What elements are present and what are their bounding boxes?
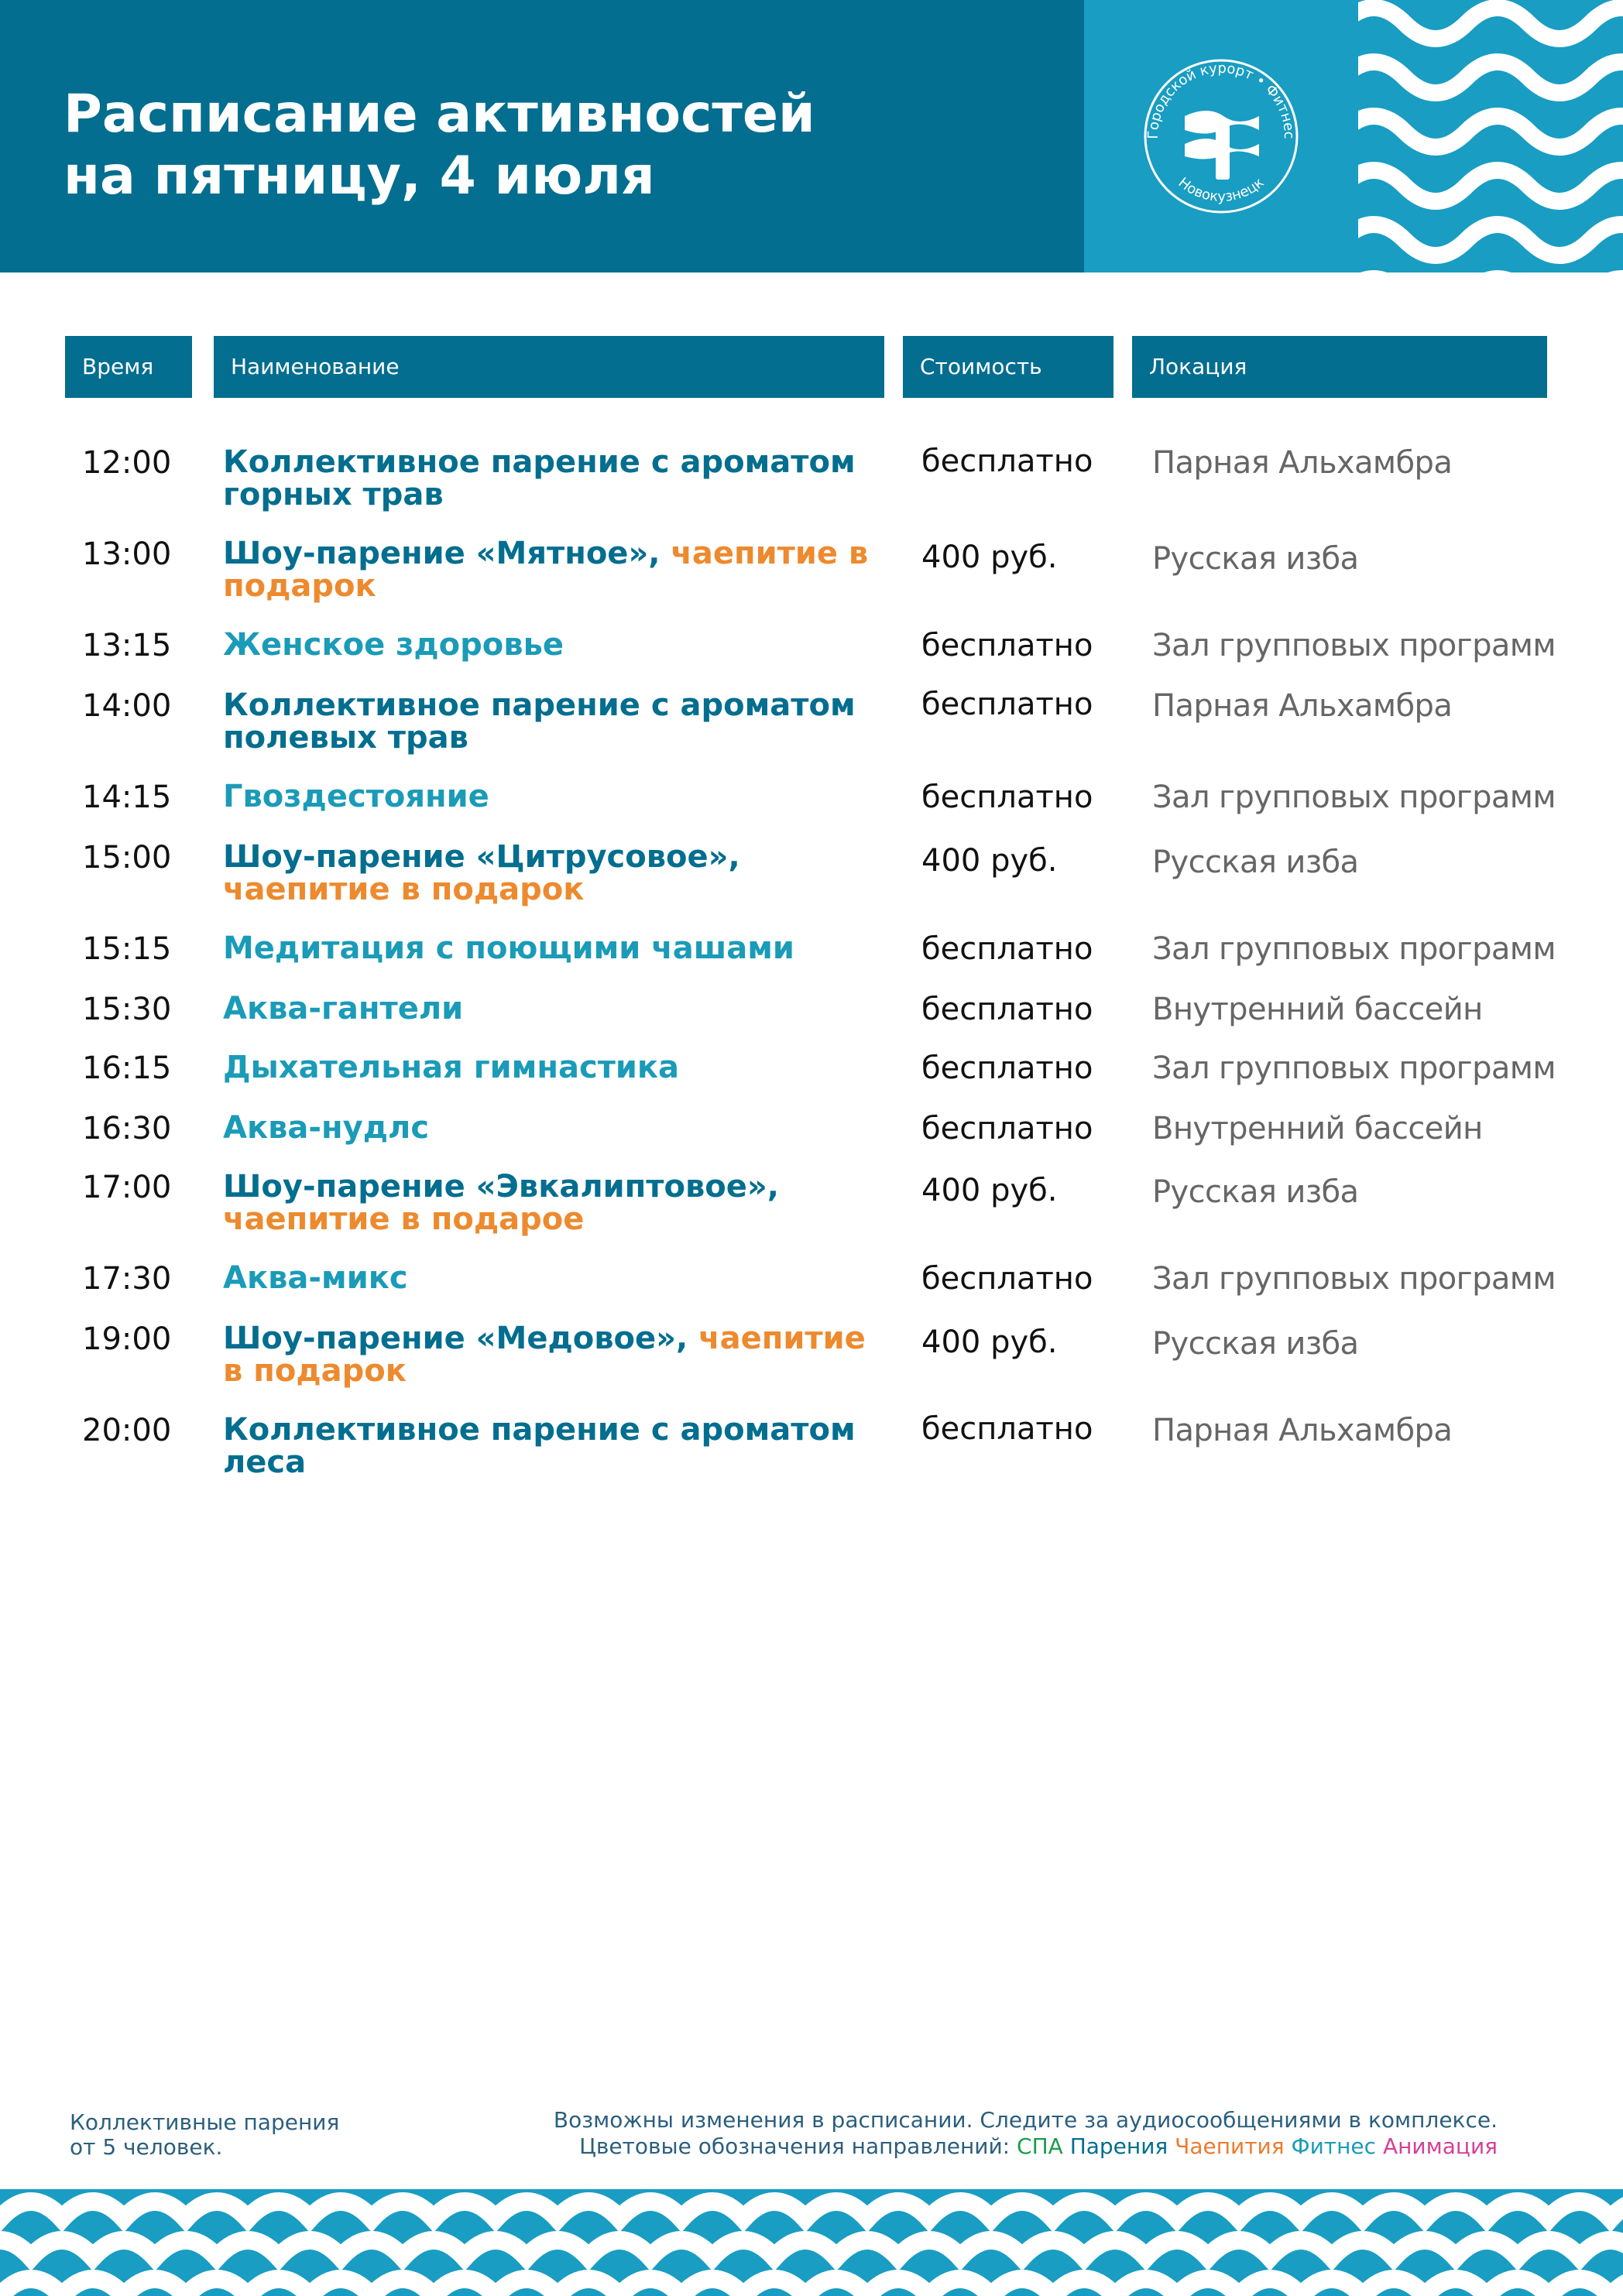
- logo-ring-text-bottom: Новокузнецк: [1175, 174, 1268, 205]
- row-name: [223, 1051, 889, 1084]
- logo: [1084, 0, 1358, 272]
- row-time: 15:30: [82, 992, 172, 1027]
- color-legend: [554, 2133, 1498, 2160]
- row-name: [223, 1414, 889, 1479]
- wave-pattern-top: [1358, 0, 1623, 272]
- activity-bonus: чаепитие в подарое: [223, 1201, 585, 1237]
- activity-name: Гвоздестояние: [223, 779, 489, 814]
- row-location: Русская изба: [1152, 845, 1359, 880]
- activity-name: Коллективное парение с ароматом горных трав: [223, 444, 856, 512]
- row-time: 15:15: [82, 931, 172, 967]
- row-time: 13:00: [82, 536, 172, 572]
- row-location: Зал групповых программ: [1152, 931, 1556, 967]
- activity-name: Шоу-парение «Мятное»,: [223, 536, 661, 571]
- row-location: Русская изба: [1152, 1326, 1359, 1362]
- activity-name: Дыхательная гимнастика: [223, 1050, 680, 1085]
- row-name: [223, 1322, 889, 1387]
- activity-bonus: чаепитие в подарок: [223, 872, 585, 907]
- activity-name: Аква-нудлс: [223, 1110, 430, 1146]
- activity-name: Аква-микс: [223, 1260, 408, 1296]
- row-time: 20:00: [82, 1413, 172, 1448]
- row-time: 13:15: [82, 628, 172, 663]
- row-location: Зал групповых программ: [1152, 1050, 1556, 1086]
- row-cost: бесплатно: [921, 1261, 1093, 1297]
- row-cost: бесплатно: [921, 992, 1093, 1027]
- row-name: [223, 780, 889, 813]
- row-cost: бесплатно: [921, 780, 1093, 815]
- header-name: Наименование: [214, 336, 884, 398]
- row-time: 17:30: [82, 1261, 172, 1297]
- page-title: [63, 84, 815, 207]
- row-time: 14:15: [82, 780, 172, 815]
- row-time: 17:00: [82, 1170, 172, 1205]
- activity-bonus: чаепитие в подарок: [223, 536, 869, 604]
- row-location: Зал групповых программ: [1152, 780, 1556, 815]
- row-time: 12:00: [82, 445, 172, 481]
- note-line-1: Коллективные парения: [70, 2109, 340, 2135]
- logo-mark-icon: [1084, 0, 1358, 272]
- row-time: 16:30: [82, 1111, 172, 1146]
- activity-name: Шоу-парение «Цитрусовое»,: [223, 839, 740, 875]
- row-cost: 400 руб.: [921, 540, 1058, 575]
- header-cost: Стоимость: [903, 336, 1113, 398]
- row-name: [223, 932, 889, 965]
- logo-ring-text-top: Городской курорт • Фитнес: [1144, 60, 1298, 139]
- row-cost: 400 руб.: [921, 1173, 1058, 1208]
- row-name: [223, 1170, 889, 1235]
- wave-pattern-icon: [1358, 0, 1623, 272]
- legend-tea: Чаепития: [1175, 2133, 1285, 2159]
- row-name: [223, 1262, 889, 1294]
- activity-name: Аква-гантели: [223, 991, 464, 1026]
- row-cost: 400 руб.: [921, 843, 1058, 879]
- activity-name: Шоу-парение «Эвкалиптовое»,: [223, 1169, 779, 1205]
- row-location: Зал групповых программ: [1152, 628, 1556, 663]
- row-cost: бесплатно: [921, 628, 1093, 663]
- activity-name: Женское здоровье: [223, 627, 564, 663]
- legend-prefix: Цветовые обозначения направлений:: [579, 2133, 1011, 2159]
- row-name: [223, 537, 889, 602]
- activity-bonus: чаепитие в подарок: [223, 1321, 866, 1389]
- header-banner: [0, 0, 1084, 272]
- wave-pattern-bottom: [0, 2189, 1623, 2296]
- row-location: Русская изба: [1152, 541, 1359, 577]
- activity-name: Коллективное парение с ароматом леса: [223, 1412, 856, 1480]
- row-name: [223, 446, 889, 511]
- footer-notes: [554, 2107, 1498, 2160]
- row-name: [223, 841, 889, 906]
- row-name: [223, 992, 889, 1025]
- row-cost: 400 руб.: [921, 1324, 1058, 1360]
- row-location: Парная Альхамбра: [1152, 445, 1453, 481]
- row-name: [223, 1112, 889, 1144]
- row-cost: бесплатно: [921, 1050, 1093, 1086]
- activity-name: Коллективное парение с ароматом полевых трав: [223, 687, 856, 756]
- legend-spa: СПА: [1017, 2133, 1063, 2159]
- row-cost: бесплатно: [921, 687, 1093, 722]
- title-line-1: Расписание активностей: [63, 84, 815, 145]
- legend-parenie: Парения: [1069, 2133, 1168, 2159]
- row-location: Русская изба: [1152, 1174, 1359, 1210]
- title-line-2: на пятницу, 4 июля: [63, 146, 655, 207]
- row-cost: бесплатно: [921, 931, 1093, 967]
- legend-fitness: Фитнес: [1291, 2133, 1377, 2159]
- row-cost: бесплатно: [921, 444, 1093, 479]
- row-location: Внутренний бассейн: [1152, 992, 1483, 1027]
- header-time: Время: [65, 336, 192, 398]
- note-line-2: от 5 человек.: [70, 2134, 223, 2160]
- wave-pattern-icon: [0, 2189, 1623, 2296]
- row-location: Парная Альхамбра: [1152, 688, 1453, 724]
- row-location: Зал групповых программ: [1152, 1261, 1556, 1297]
- row-cost: бесплатно: [921, 1411, 1093, 1447]
- row-location: Парная Альхамбра: [1152, 1413, 1453, 1448]
- row-time: 14:00: [82, 688, 172, 724]
- legend-animation: Анимация: [1382, 2133, 1498, 2159]
- row-cost: бесплатно: [921, 1111, 1093, 1146]
- row-name: [223, 629, 889, 661]
- row-time: 19:00: [82, 1321, 172, 1357]
- row-name: [223, 689, 889, 754]
- activity-name: Медитация с поющими чашами: [223, 930, 794, 966]
- row-location: Внутренний бассейн: [1152, 1111, 1483, 1146]
- row-time: 15:00: [82, 840, 172, 876]
- row-time: 16:15: [82, 1050, 172, 1086]
- header-location: Локация: [1132, 336, 1547, 398]
- note-collective: [70, 2110, 339, 2160]
- schedule-change-note: Возможны изменения в расписании. Следите за аудиосообщениями в комплексе.: [553, 2107, 1498, 2133]
- activity-name: Шоу-парение «Медовое»,: [223, 1321, 688, 1356]
